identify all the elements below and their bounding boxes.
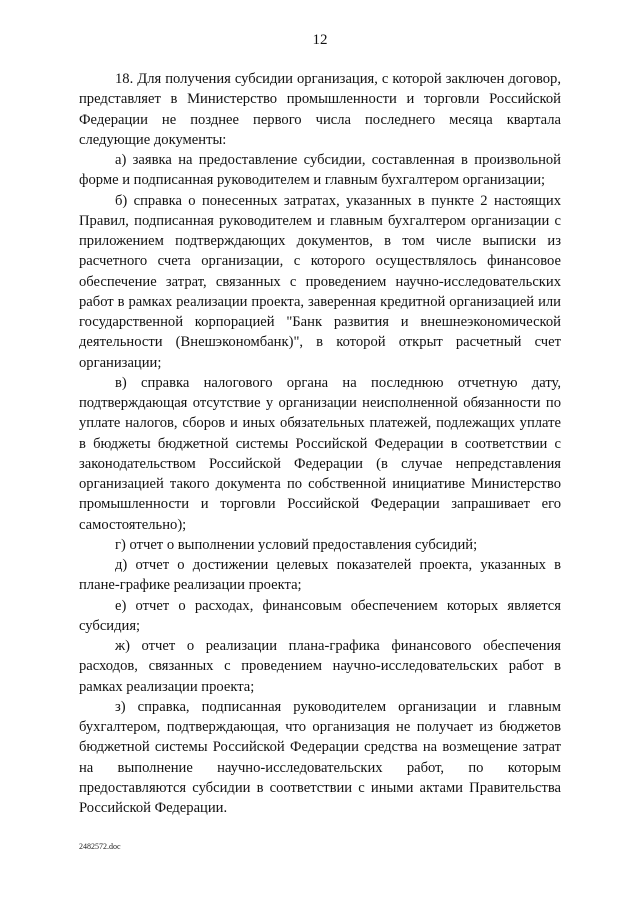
document-file-code: 2482572.doc — [79, 842, 121, 851]
paragraph-18-intro: 18. Для получения субсидии организация, с которой заключен договор, представляет в Министерство промышленности и торговли Российской Федерации не позднее первого числа последнего месяца квартала следующие документы: — [79, 71, 561, 148]
document-body — [79, 69, 561, 818]
paragraph-item-v: в) справка налогового органа на последнюю отчетную дату, подтверждающая отсутствие у организации неисполненной обязанности по уплате налогов, сборов и иных обязательных платежей, подлежащих уплате в бюджеты бюджетной системы Российской Федерации в соответствии с законодательством Российской Федерации (в случае непредставления организацией такого документа по собственной инициативе Министерство промышленности и торговли Российской Федерации запрашивает его самостоятельно); — [79, 374, 561, 533]
paragraph-item-z: з) справка, подписанная руководителем организации и главным бухгалтером, подтверждающая, что организация не получает из бюджетов бюджетной системы Российской Федерации средства на возмещение затрат на выполнение научно-исследовательских работ, по которым предоставляются субсидии в соответствии с иными актами Правительства Российской Федерации. — [79, 698, 561, 816]
paragraph-item-e: е) отчет о расходах, финансовым обеспечением которых является субсидия; — [79, 597, 561, 634]
paragraph-item-d: д) отчет о достижении целевых показателей проекта, указанных в плане-графике реализации проекта; — [79, 557, 561, 594]
paragraph-item-g: г) отчет о выполнении условий предоставления субсидий; — [115, 536, 478, 553]
page-number: 12 — [312, 32, 328, 48]
paragraph-item-zh: ж) отчет о реализации плана-графика финансового обеспечения расходов, связанных с проведением научно-исследовательских работ в рамках реализации проекта; — [79, 638, 561, 695]
paragraph-item-b: б) справка о понесенных затратах, указанных в пункте 2 настоящих Правил, подписанная руководителем и главным бухгалтером организации с приложением подтверждающих документов, в том числе выписки из расчетного счета организации, с которого осуществлялось финансовое обеспечение затрат, связанных с проведением научно-исследовательских работ в рамках реализации проекта, заверенная кредитной организацией или государственной корпорацией "Банк развития и внешнеэкономической деятельности (Внешэкономбанк)", в которой открыт расчетный счет организации; — [79, 192, 561, 371]
paragraph-item-a: а) заявка на предоставление субсидии, составленная в произвольной форме и подписанная руководителем и главным бухгалтером организации; — [79, 152, 561, 189]
